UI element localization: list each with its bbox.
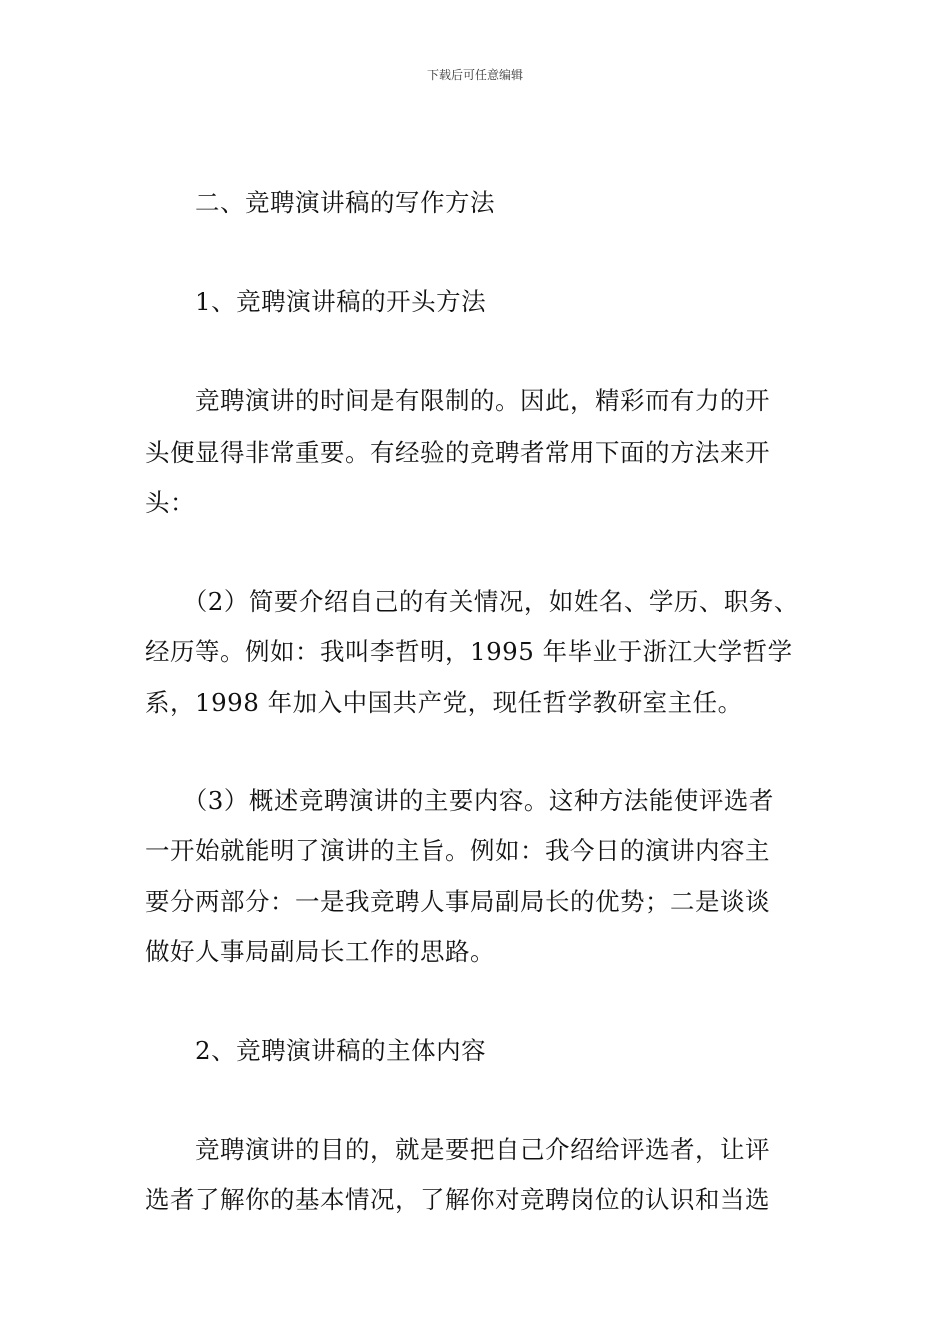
paragraph-line: 一开始就能明了演讲的主旨。例如：我今日的演讲内容主 bbox=[145, 836, 770, 865]
paragraph-line: 做好人事局副局长工作的思路。 bbox=[145, 937, 495, 966]
paragraph-line: 头： bbox=[145, 488, 195, 517]
paragraph-line: 竞聘演讲的目的，就是要把自己介绍给评选者，让评 bbox=[145, 1135, 770, 1164]
sub-heading: 1、竞聘演讲稿的开头方法 bbox=[145, 287, 487, 316]
paragraph-line: （2）简要介绍自己的有关情况，如姓名、学历、职务、 bbox=[145, 587, 799, 616]
paragraph-line: 系，1998 年加入中国共产党，现任哲学教研室主任。 bbox=[145, 688, 743, 717]
paragraph-line: （3）概述竞聘演讲的主要内容。这种方法能使评选者 bbox=[145, 786, 774, 815]
sub-heading: 2、竞聘演讲稿的主体内容 bbox=[145, 1036, 487, 1065]
page-header: 下载后可任意编辑 bbox=[426, 68, 523, 82]
paragraph-line: 选者了解你的基本情况，了解你对竞聘岗位的认识和当选 bbox=[145, 1185, 770, 1214]
paragraph-line: 经历等。例如：我叫李哲明，1995 年毕业于浙江大学哲学 bbox=[145, 637, 793, 666]
paragraph-line: 头便显得非常重要。有经验的竞聘者常用下面的方法来开 bbox=[145, 438, 770, 467]
section-heading: 二、竞聘演讲稿的写作方法 bbox=[145, 188, 495, 217]
paragraph-line: 竞聘演讲的时间是有限制的。因此，精彩而有力的开 bbox=[145, 386, 770, 415]
paragraph-line: 要分两部分：一是我竞聘人事局副局长的优势；二是谈谈 bbox=[145, 887, 770, 916]
